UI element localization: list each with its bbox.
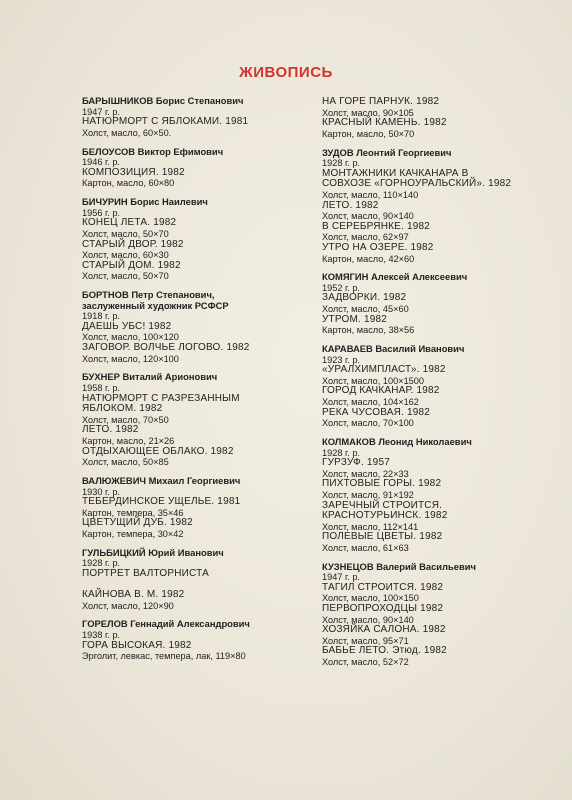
artist-name: ВАЛЮЖЕВИЧ Михаил Георгиевич — [82, 474, 241, 486]
artwork-title: ПОРТРЕТ ВАЛТОРНИСТА — [82, 567, 209, 579]
right-column — [322, 97, 522, 676]
artwork-details: Картон, масло, 60×80 — [82, 178, 175, 189]
artwork-title: ЦВЕТУЩИЙ ДУБ. 1982 — [82, 517, 193, 529]
artwork-details: Холст, масло, 50×70 — [82, 271, 169, 282]
artwork-details: 1946 г. р. — [82, 157, 120, 168]
artist-title: заслуженный художник РСФСР — [82, 299, 229, 311]
artwork-details: Холст, масло, 61×63 — [322, 542, 409, 553]
artist-entry — [322, 344, 522, 429]
artwork-details: Холст, масло, 60×50. — [82, 127, 172, 138]
artwork-title: ГОРА ВЫСОКАЯ. 1982 — [82, 639, 192, 651]
artwork-title: ГУРЗУФ. 1957 — [322, 457, 390, 469]
artist-name: БАРЫШНИКОВ Борис Степанович — [82, 95, 244, 106]
artwork-details: 1956 г. р. — [82, 207, 120, 218]
artwork-title: УТРОМ. 1982 — [322, 313, 388, 325]
artwork-title: УТРО НА ОЗЕРЕ. 1982 — [322, 241, 434, 253]
artwork-details: Холст, масло, 50×70 — [82, 228, 169, 239]
artwork-title: МОНТАЖНИКИ КАЧКАНАРА В — [322, 167, 469, 179]
artist-entry — [322, 148, 522, 265]
artist-name: БЕЛОУСОВ Виктор Ефимович — [82, 145, 224, 157]
artwork-details: 1930 г. р. — [82, 486, 120, 497]
artwork-title: СТАРЫЙ ДОМ. 1982 — [82, 259, 181, 271]
artwork-details: Холст, масло, 90×140 — [322, 614, 414, 625]
artwork-title: ДАЕШЬ УБС! 1982 — [82, 320, 172, 332]
artwork-title: ПОЛЕВЫЕ ЦВЕТЫ. 1982 — [322, 531, 443, 543]
artist-entry — [322, 97, 522, 139]
artist-entry — [322, 272, 522, 336]
artwork-details: Холст, масло, 91×192 — [322, 489, 414, 500]
artwork-title: В СЕРЕБРЯНКЕ. 1982 — [322, 220, 431, 232]
artwork-title: ПИХТОВЫЕ ГОРЫ. 1982 — [322, 478, 442, 490]
artwork-details: Картон, масло, 21×26 — [82, 435, 175, 446]
artwork-title: ХОЗЯЙКА САЛОНА. 1982 — [322, 624, 446, 636]
section-title: ЖИВОПИСЬ — [239, 64, 333, 81]
artwork-title: НАТЮРМОРТ С РАЗРЕЗАННЫМ — [82, 392, 240, 404]
artwork-title: «УРАЛХИМПЛАСТ». 1982 — [322, 364, 446, 376]
artwork-details: 1952 г. р. — [322, 282, 360, 293]
artwork-details: Холст, масло, 104×162 — [322, 397, 419, 407]
artist-name: ГОРЕЛОВ Геннадий Александрович — [82, 618, 250, 630]
artwork-title: РЕКА ЧУСОВАЯ. 1982 — [322, 406, 431, 418]
artist-entry — [322, 437, 522, 554]
artist-name: КУЗНЕЦОВ Валерий Васильевич — [322, 560, 476, 572]
artwork-details: Холст, масло, 50×85 — [82, 457, 169, 468]
artwork-title: СТАРЫЙ ДВОР. 1982 — [82, 238, 184, 250]
artist-entry — [82, 372, 314, 467]
artwork-title: КОНЕЦ ЛЕТА. 1982 — [82, 217, 177, 229]
artwork-details: Холст, масло, 120×90 — [82, 600, 174, 611]
artwork-title: СОВХОЗЕ «ГОРНОУРАЛЬСКИЙ». 1982 — [322, 178, 512, 190]
artwork-details: 1947 г. р. — [82, 106, 120, 117]
artwork-details: Холст, масло, 100×1500 — [322, 375, 425, 386]
artwork-details: 1947 г. р. — [322, 572, 360, 583]
artwork-title: БАБЬЕ ЛЕТО. Этюд. 1982 — [322, 645, 447, 657]
artwork-details: Холст, масло, 62×97 — [322, 232, 409, 243]
artwork-details: 1918 г. р. — [82, 311, 120, 322]
artwork-details: Холст, масло, 60×30 — [82, 250, 169, 261]
artwork-details: Холст, масло, 90×140 — [322, 211, 414, 222]
artist-entry — [82, 96, 314, 138]
artist-name: БУХНЕР Виталий Арионович — [82, 371, 218, 383]
artwork-details: Холст, масло, 22×33 — [322, 468, 409, 479]
artist-name: БИЧУРИН Борис Наилевич — [82, 196, 208, 208]
artwork-details: 1928 г. р. — [322, 447, 360, 458]
artist-name: КАРАВАЕВ Василий Иванович — [322, 343, 465, 355]
artwork-details: Холст, масло, 100×150 — [322, 593, 419, 604]
artwork-details: 1928 г. р. — [82, 558, 120, 569]
artwork-details: Холст, масло, 52×72 — [322, 657, 409, 668]
artist-entry — [322, 562, 522, 668]
artist-name: КОЛМАКОВ Леонид Николаевич — [322, 435, 472, 447]
artwork-details: Холст, масло, 120×100 — [82, 353, 179, 364]
artwork-title: КРАСНОТУРЬИНСК. 1982 — [322, 510, 448, 522]
artwork-title: ТЕБЕРДИНСКОЕ УЩЕЛЬЕ. 1981 — [82, 496, 241, 508]
artwork-details: Картон, масло, 42×60 — [322, 253, 415, 264]
artwork-title: НАТЮРМОРТ С ЯБЛОКАМИ. 1981 — [82, 116, 249, 128]
artist-entry — [82, 476, 314, 540]
artwork-details: Холст, масло, 70×100 — [322, 418, 414, 429]
artwork-details: Холст, масло, 112×141 — [322, 521, 419, 532]
artwork-details: Холст, масло, 110×140 — [322, 189, 419, 200]
artwork-details: Холст, масло, 100×120 — [82, 332, 179, 343]
artwork-title: ГОРОД КАЧКАНАР. 1982 — [322, 385, 440, 397]
artwork-title: ЛЕТО. 1982 — [322, 199, 379, 211]
artist-entry — [82, 619, 314, 661]
artwork-title: НА ГОРЕ ПАРНУК. 1982 — [322, 96, 440, 107]
artwork-details: Эрголит, левкас, темпера, лак, 119×80 — [82, 651, 246, 662]
artwork-title: КОМПОЗИЦИЯ. 1982 — [82, 166, 185, 178]
artwork-title: КРАСНЫЙ КАМЕНЬ. 1982 — [322, 117, 447, 129]
artwork-details: 1938 г. р. — [82, 630, 120, 641]
artwork-title: ЗАГОВОР. ВОЛЧЬЕ ЛОГОВО. 1982 — [82, 342, 250, 354]
artist-name: ЗУДОВ Леонтий Георгиевич — [322, 146, 452, 158]
artwork-details: Холст, масло, 45×60 — [322, 304, 409, 315]
artwork-details: 1958 г. р. — [82, 383, 120, 393]
artwork-title: ЯБЛОКОМ. 1982 — [82, 403, 163, 415]
artwork-details: Картон, масло, 38×56 — [322, 325, 415, 336]
artist-entry — [82, 147, 314, 189]
artwork-details: 1923 г. р. — [322, 354, 360, 365]
artwork-title: КАЙНОВА В. М. 1982 — [82, 589, 185, 601]
artwork-title: ЗАРЕЧНЫЙ СТРОИТСЯ. — [322, 499, 443, 511]
artist-entry — [82, 197, 314, 282]
artist-entry — [82, 290, 314, 364]
artist-entry — [82, 548, 314, 612]
artwork-details: Картон, темпера, 30×42 — [82, 528, 184, 539]
artist-name: КОМЯГИН Алексей Алексеевич — [322, 271, 468, 283]
artwork-details: Холст, масло, 90×105 — [322, 107, 414, 118]
artwork-details: Картон, темпера, 35×46 — [82, 507, 184, 518]
artwork-details: 1928 г. р. — [322, 158, 360, 169]
artist-name: ГУЛЬБИЦКИЙ Юрий Иванович — [82, 546, 224, 558]
artwork-details: Холст, масло, 70×50 — [82, 414, 169, 425]
artwork-details: Картон, масло, 50×70 — [322, 128, 415, 139]
artwork-title: ЛЕТО. 1982 — [82, 424, 139, 436]
artwork-title: ТАГИЛ СТРОИТСЯ. 1982 — [322, 581, 444, 593]
artwork-title: ПЕРВОПРОХОДЦЫ 1982 — [322, 603, 444, 615]
artwork-details: Холст, масло, 95×71 — [322, 635, 409, 646]
left-column — [82, 96, 314, 670]
artist-name: БОРТНОВ Петр Степанович, — [82, 289, 215, 301]
artwork-title: ОТДЫХАЮЩЕЕ ОБЛАКО. 1982 — [82, 445, 234, 457]
artwork-title: ЗАДВОРКИ. 1982 — [322, 292, 407, 304]
